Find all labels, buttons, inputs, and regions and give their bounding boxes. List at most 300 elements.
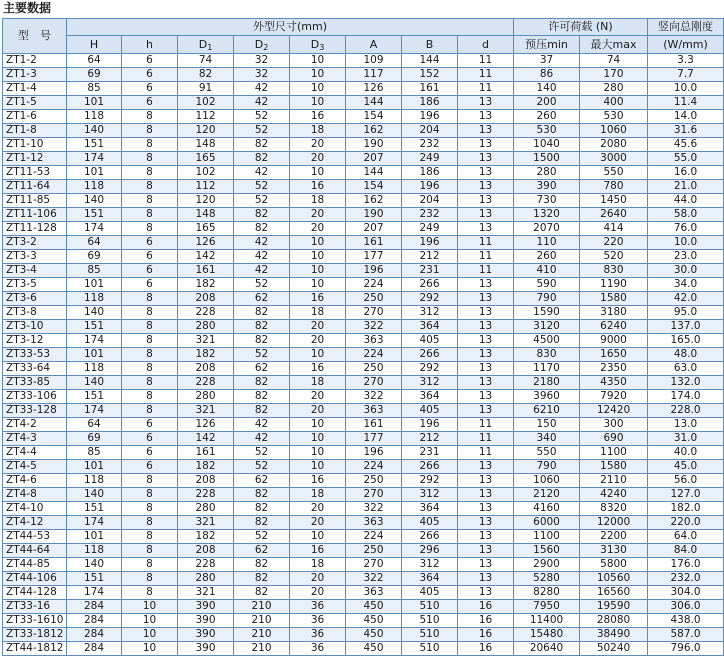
cell-D1: 280 [178,390,234,404]
cell-D3: 20 [290,320,346,334]
cell-max: 28080 [580,614,648,628]
cell-A: 161 [346,418,402,432]
cell-D3: 36 [290,642,346,656]
cell-d: 11 [458,418,514,432]
cell-h: 8 [122,516,178,530]
cell-D1: 321 [178,404,234,418]
cell-max: 550 [580,166,648,180]
cell-B: 231 [402,446,458,460]
cell-D2: 52 [234,460,290,474]
cell-stiffness: 127.0 [648,488,724,502]
cell-D2: 82 [234,208,290,222]
cell-A: 270 [346,376,402,390]
table-row [3,530,724,544]
table-row [3,558,724,572]
cell-preload-min: 390 [514,180,580,194]
cell-stiffness: 174.0 [648,390,724,404]
cell-d: 11 [458,264,514,278]
cell-h: 6 [122,418,178,432]
cell-H: 85 [67,82,122,96]
cell-B: 364 [402,320,458,334]
cell-B: 161 [402,82,458,96]
cell-A: 161 [346,236,402,250]
cell-D2: 82 [234,334,290,348]
cell-model: ZT44-128 [3,586,67,600]
cell-d: 13 [458,320,514,334]
cell-D2: 62 [234,474,290,488]
cell-B: 232 [402,138,458,152]
cell-D1: 208 [178,292,234,306]
cell-h: 8 [122,502,178,516]
cell-max: 414 [580,222,648,236]
cell-B: 405 [402,404,458,418]
cell-B: 196 [402,418,458,432]
col-header-D1-sub: 1 [207,43,213,52]
cell-h: 6 [122,82,178,96]
cell-A: 224 [346,278,402,292]
cell-d: 13 [458,96,514,110]
cell-stiffness: 16.0 [648,166,724,180]
cell-d: 13 [458,166,514,180]
cell-H: 140 [67,124,122,138]
cell-D3: 20 [290,502,346,516]
cell-D1: 142 [178,432,234,446]
cell-A: 224 [346,348,402,362]
cell-H: 284 [67,628,122,642]
col-header-D2-sub: 2 [263,43,269,52]
cell-h: 8 [122,292,178,306]
cell-d: 11 [458,82,514,96]
cell-preload-min: 15480 [514,628,580,642]
cell-preload-min: 830 [514,348,580,362]
cell-A: 270 [346,306,402,320]
page-title: 主要数据 [3,1,52,15]
cell-D2: 52 [234,180,290,194]
cell-D3: 16 [290,362,346,376]
cell-D2: 42 [234,264,290,278]
cell-model: ZT11-85 [3,194,67,208]
table-row [3,488,724,502]
cell-H: 140 [67,194,122,208]
cell-B: 405 [402,586,458,600]
cell-D3: 10 [290,166,346,180]
col-group-load: 许可荷载 (N) [514,19,648,36]
cell-D3: 18 [290,558,346,572]
cell-h: 8 [122,124,178,138]
cell-h: 8 [122,166,178,180]
cell-H: 174 [67,404,122,418]
cell-B: 232 [402,208,458,222]
cell-D2: 52 [234,278,290,292]
cell-model: ZT1-5 [3,96,67,110]
cell-D1: 182 [178,460,234,474]
cell-D1: 208 [178,362,234,376]
cell-h: 10 [122,600,178,614]
cell-stiffness: 34.0 [648,278,724,292]
table-row [3,124,724,138]
cell-D1: 120 [178,194,234,208]
cell-D2: 82 [234,404,290,418]
cell-h: 6 [122,278,178,292]
cell-preload-min: 260 [514,110,580,124]
cell-D2: 82 [234,502,290,516]
cell-H: 151 [67,502,122,516]
cell-B: 196 [402,236,458,250]
cell-B: 510 [402,642,458,656]
cell-h: 8 [122,138,178,152]
cell-max: 2200 [580,530,648,544]
cell-model: ZT33-1812 [3,628,67,642]
table-row [3,96,724,110]
cell-model: ZT4-3 [3,432,67,446]
cell-H: 101 [67,278,122,292]
table-row [3,334,724,348]
cell-H: 174 [67,222,122,236]
cell-H: 69 [67,250,122,264]
cell-h: 10 [122,628,178,642]
cell-model: ZT1-2 [3,54,67,68]
cell-max: 38490 [580,628,648,642]
cell-model: ZT1-10 [3,138,67,152]
cell-model: ZT3-10 [3,320,67,334]
cell-preload-min: 11400 [514,614,580,628]
cell-stiffness: 40.0 [648,446,724,460]
cell-d: 13 [458,110,514,124]
cell-d: 13 [458,516,514,530]
cell-max: 530 [580,110,648,124]
cell-max: 830 [580,264,648,278]
col-header-A: A [346,36,402,54]
cell-D3: 10 [290,530,346,544]
cell-preload-min: 410 [514,264,580,278]
cell-D3: 18 [290,306,346,320]
cell-D1: 321 [178,334,234,348]
cell-model: ZT33-106 [3,390,67,404]
cell-H: 174 [67,152,122,166]
cell-A: 177 [346,250,402,264]
cell-max: 4240 [580,488,648,502]
cell-D1: 102 [178,166,234,180]
cell-h: 6 [122,446,178,460]
cell-D1: 82 [178,68,234,82]
cell-model: ZT1-4 [3,82,67,96]
cell-d: 13 [458,194,514,208]
cell-D1: 126 [178,236,234,250]
cell-B: 312 [402,306,458,320]
table-row [3,320,724,334]
cell-model: ZT1-12 [3,152,67,166]
cell-D1: 208 [178,474,234,488]
cell-d: 11 [458,250,514,264]
cell-D3: 16 [290,180,346,194]
table-row [3,362,724,376]
cell-d: 13 [458,348,514,362]
cell-preload-min: 4500 [514,334,580,348]
cell-B: 231 [402,264,458,278]
cell-D2: 52 [234,124,290,138]
cell-D2: 52 [234,110,290,124]
cell-preload-min: 86 [514,68,580,82]
cell-D3: 18 [290,488,346,502]
table-row [3,54,724,68]
cell-D1: 208 [178,544,234,558]
cell-stiffness: 10.0 [648,236,724,250]
cell-B: 292 [402,474,458,488]
cell-stiffness: 165.0 [648,334,724,348]
cell-B: 204 [402,124,458,138]
cell-max: 300 [580,418,648,432]
cell-preload-min: 1170 [514,362,580,376]
table-row [3,194,724,208]
table-row [3,614,724,628]
cell-D3: 10 [290,460,346,474]
cell-max: 690 [580,432,648,446]
cell-D2: 210 [234,642,290,656]
cell-D2: 62 [234,292,290,306]
table-row [3,236,724,250]
cell-B: 510 [402,600,458,614]
cell-d: 13 [458,586,514,600]
table-row [3,586,724,600]
cell-d: 13 [458,278,514,292]
cell-A: 322 [346,502,402,516]
cell-preload-min: 110 [514,236,580,250]
cell-A: 250 [346,474,402,488]
cell-max: 6240 [580,320,648,334]
cell-H: 151 [67,138,122,152]
cell-D2: 82 [234,222,290,236]
cell-h: 8 [122,180,178,194]
cell-D1: 280 [178,320,234,334]
cell-d: 13 [458,124,514,138]
cell-D3: 10 [290,96,346,110]
cell-d: 11 [458,236,514,250]
cell-stiffness: 438.0 [648,614,724,628]
cell-D2: 82 [234,152,290,166]
cell-D1: 182 [178,530,234,544]
table-row [3,404,724,418]
cell-model: ZT44-85 [3,558,67,572]
cell-D2: 42 [234,418,290,432]
cell-D1: 112 [178,180,234,194]
cell-H: 101 [67,460,122,474]
cell-preload-min: 4160 [514,502,580,516]
cell-D3: 16 [290,474,346,488]
cell-stiffness: 14.0 [648,110,724,124]
cell-h: 10 [122,614,178,628]
table-row [3,544,724,558]
cell-max: 12000 [580,516,648,530]
cell-preload-min: 200 [514,96,580,110]
cell-A: 207 [346,152,402,166]
cell-model: ZT4-4 [3,446,67,460]
cell-A: 162 [346,124,402,138]
cell-B: 312 [402,558,458,572]
cell-model: ZT33-1610 [3,614,67,628]
cell-h: 8 [122,390,178,404]
cell-preload-min: 150 [514,418,580,432]
cell-stiffness: 64.0 [648,530,724,544]
cell-preload-min: 1040 [514,138,580,152]
cell-stiffness: 7.7 [648,68,724,82]
cell-d: 13 [458,530,514,544]
cell-max: 19590 [580,600,648,614]
col-header-model: 型 号 [3,19,67,54]
cell-D2: 82 [234,138,290,152]
cell-D1: 148 [178,138,234,152]
cell-A: 250 [346,292,402,306]
cell-h: 8 [122,208,178,222]
cell-A: 450 [346,642,402,656]
col-header-unit: (W/mm) [648,36,724,54]
cell-D2: 82 [234,488,290,502]
cell-model: ZT11-64 [3,180,67,194]
cell-H: 118 [67,292,122,306]
cell-max: 10560 [580,572,648,586]
cell-model: ZT33-16 [3,600,67,614]
cell-preload-min: 790 [514,460,580,474]
cell-D3: 20 [290,138,346,152]
col-header-D3-label: D [310,38,320,51]
cell-B: 186 [402,166,458,180]
cell-D1: 120 [178,124,234,138]
cell-H: 101 [67,530,122,544]
cell-stiffness: 76.0 [648,222,724,236]
cell-h: 8 [122,194,178,208]
cell-D3: 10 [290,250,346,264]
table-row [3,348,724,362]
cell-h: 8 [122,558,178,572]
cell-H: 101 [67,166,122,180]
cell-h: 8 [122,376,178,390]
cell-max: 8320 [580,502,648,516]
cell-preload-min: 340 [514,432,580,446]
cell-A: 363 [346,516,402,530]
cell-model: ZT44-64 [3,544,67,558]
cell-A: 207 [346,222,402,236]
cell-h: 6 [122,264,178,278]
cell-D2: 210 [234,628,290,642]
cell-stiffness: 56.0 [648,474,724,488]
cell-d: 13 [458,376,514,390]
cell-max: 12420 [580,404,648,418]
cell-B: 266 [402,460,458,474]
cell-stiffness: 796.0 [648,642,724,656]
cell-h: 10 [122,642,178,656]
cell-A: 144 [346,96,402,110]
cell-preload-min: 37 [514,54,580,68]
col-header-B: B [402,36,458,54]
cell-D2: 82 [234,376,290,390]
cell-preload-min: 280 [514,166,580,180]
table-row [3,642,724,656]
cell-D3: 36 [290,614,346,628]
cell-B: 266 [402,530,458,544]
cell-model: ZT33-53 [3,348,67,362]
cell-max: 220 [580,236,648,250]
cell-D3: 36 [290,628,346,642]
cell-d: 13 [458,404,514,418]
cell-model: ZT11-106 [3,208,67,222]
cell-H: 64 [67,236,122,250]
cell-B: 196 [402,110,458,124]
cell-preload-min: 2900 [514,558,580,572]
cell-max: 3180 [580,306,648,320]
cell-A: 190 [346,208,402,222]
cell-model: ZT44-1812 [3,642,67,656]
cell-max: 2110 [580,474,648,488]
cell-B: 405 [402,516,458,530]
cell-H: 284 [67,600,122,614]
cell-D1: 228 [178,488,234,502]
cell-H: 140 [67,376,122,390]
cell-model: ZT3-5 [3,278,67,292]
cell-A: 117 [346,68,402,82]
cell-D2: 82 [234,516,290,530]
cell-A: 250 [346,362,402,376]
table-row [3,264,724,278]
cell-stiffness: 228.0 [648,404,724,418]
cell-stiffness: 10.0 [648,82,724,96]
cell-d: 13 [458,208,514,222]
cell-max: 2080 [580,138,648,152]
cell-H: 174 [67,586,122,600]
cell-h: 8 [122,110,178,124]
cell-D2: 210 [234,614,290,628]
table-row [3,376,724,390]
cell-model: ZT3-6 [3,292,67,306]
cell-h: 8 [122,348,178,362]
cell-max: 9000 [580,334,648,348]
cell-max: 74 [580,54,648,68]
cell-h: 8 [122,544,178,558]
cell-A: 363 [346,404,402,418]
cell-h: 8 [122,404,178,418]
cell-h: 8 [122,152,178,166]
cell-d: 13 [458,502,514,516]
cell-model: ZT11-53 [3,166,67,180]
cell-preload-min: 7950 [514,600,580,614]
cell-D2: 62 [234,362,290,376]
cell-A: 450 [346,628,402,642]
cell-D3: 20 [290,572,346,586]
cell-B: 196 [402,180,458,194]
cell-d: 11 [458,54,514,68]
table-row [3,250,724,264]
cell-stiffness: 11.4 [648,96,724,110]
cell-B: 212 [402,432,458,446]
cell-preload-min: 3120 [514,320,580,334]
cell-B: 292 [402,362,458,376]
cell-A: 363 [346,334,402,348]
cell-H: 85 [67,264,122,278]
cell-D3: 16 [290,110,346,124]
cell-preload-min: 8280 [514,586,580,600]
cell-d: 13 [458,488,514,502]
cell-model: ZT4-12 [3,516,67,530]
cell-preload-min: 260 [514,250,580,264]
cell-h: 6 [122,96,178,110]
cell-h: 6 [122,460,178,474]
cell-H: 64 [67,54,122,68]
cell-D3: 10 [290,264,346,278]
cell-H: 174 [67,516,122,530]
cell-H: 118 [67,110,122,124]
cell-preload-min: 2070 [514,222,580,236]
cell-preload-min: 1560 [514,544,580,558]
cell-H: 151 [67,390,122,404]
cell-D2: 82 [234,586,290,600]
